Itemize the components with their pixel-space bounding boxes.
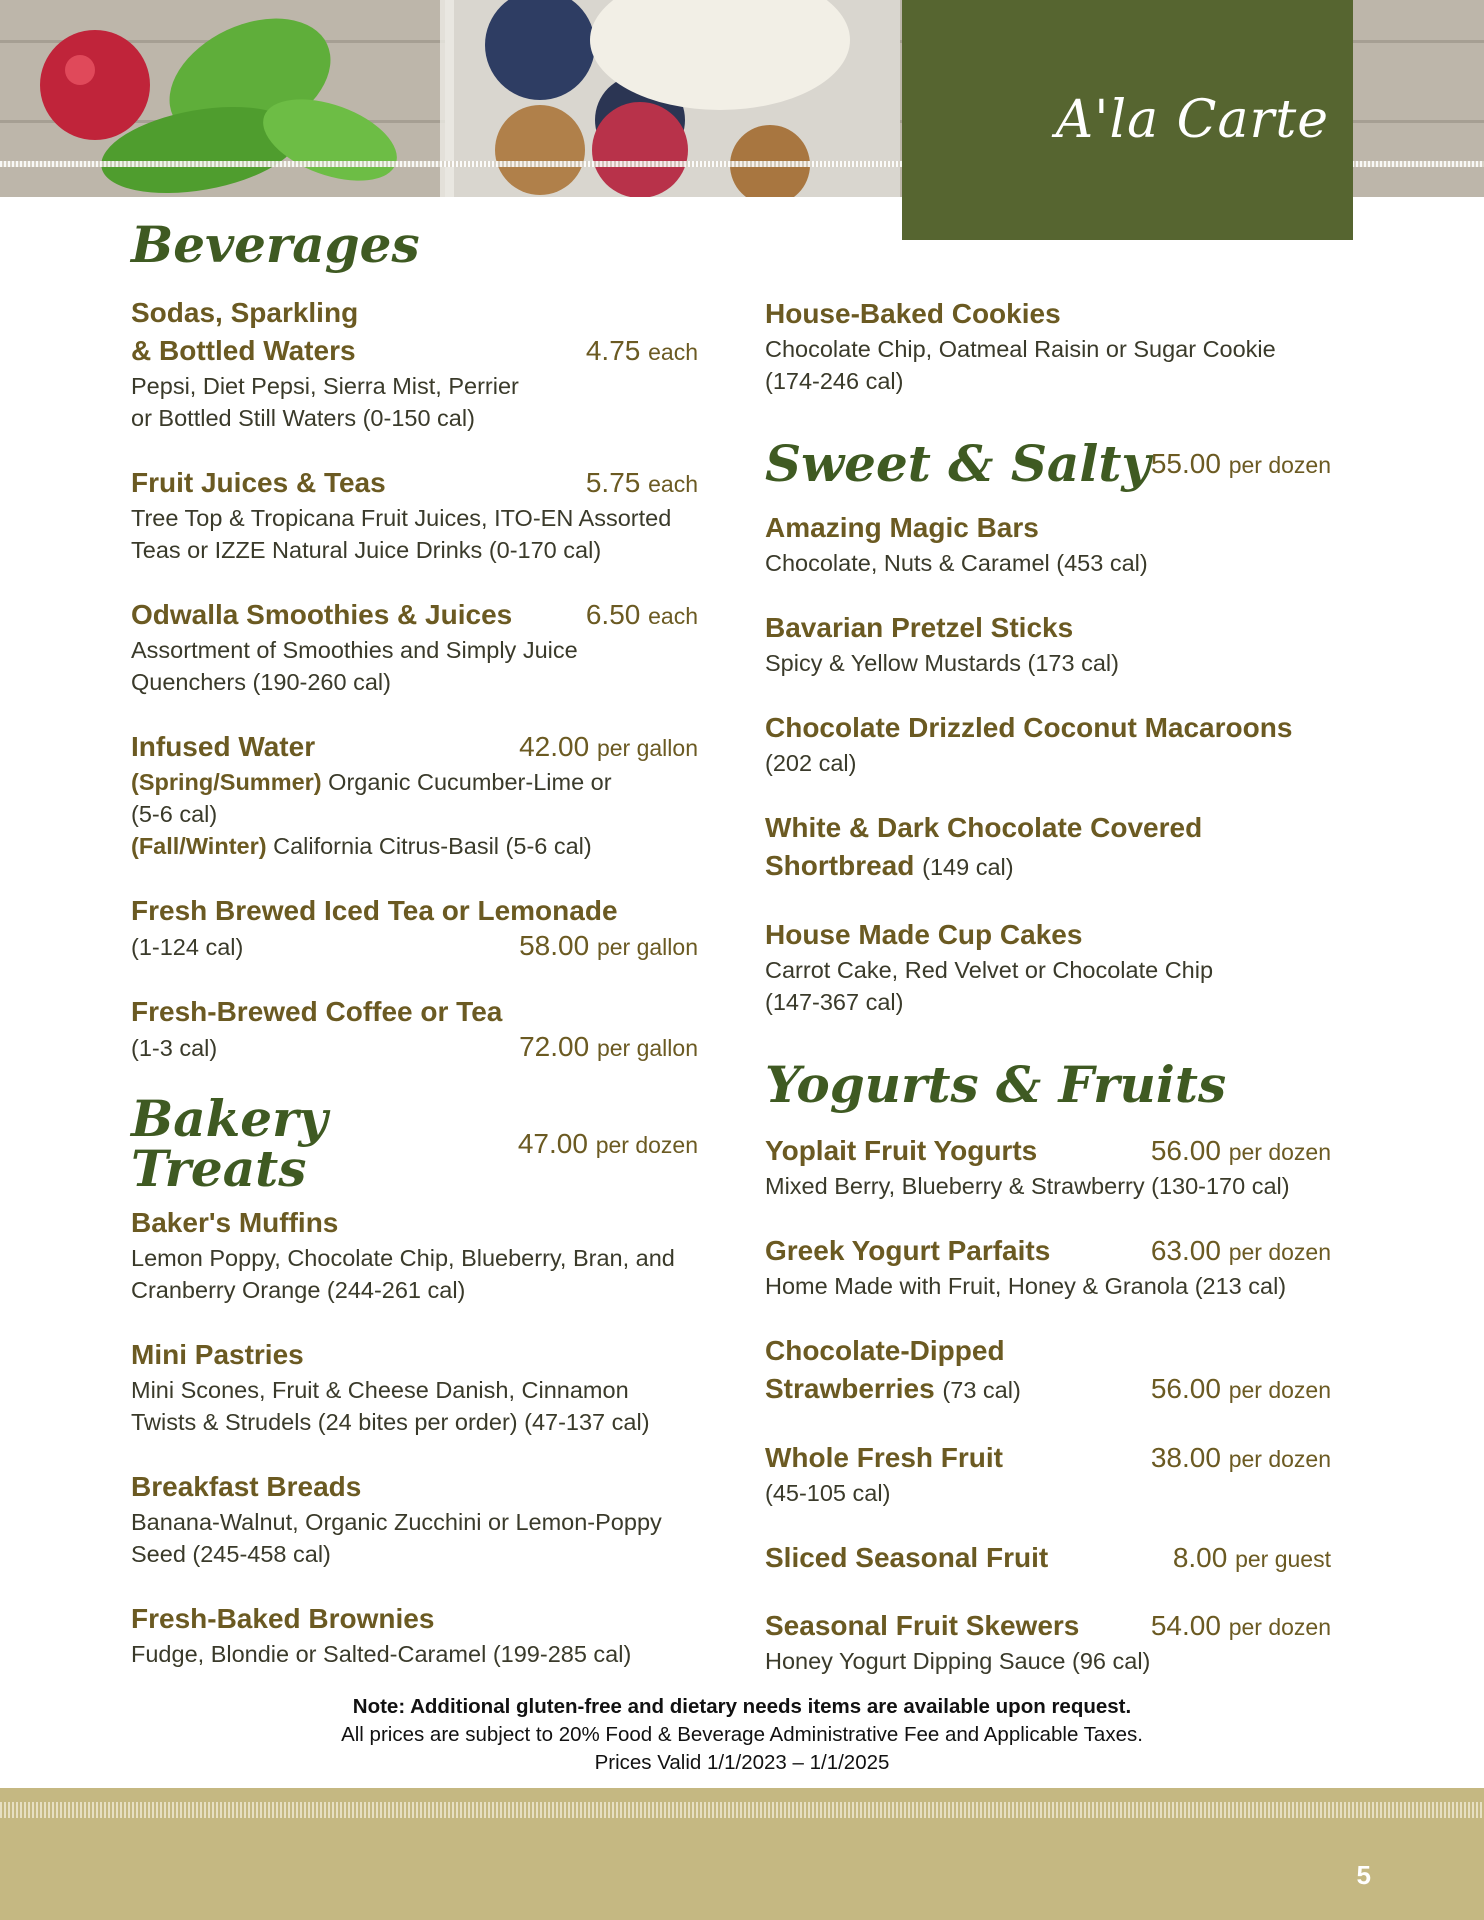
item-description: Assortment of Smoothies and Simply Juice [131, 637, 578, 663]
item-description: (Fall/Winter) California Citrus-Basil (5-6 cal) [131, 833, 592, 859]
item-name: Strawberries (73 cal) [765, 1373, 1021, 1404]
menu-item [131, 993, 698, 1064]
item-price: 6.50 each [585, 599, 698, 630]
menu-item [765, 1607, 1331, 1677]
item-name: Greek Yogurt Parfaits [765, 1235, 1051, 1266]
menu-item [765, 916, 1331, 1018]
item-description: Carrot Cake, Red Velvet or Chocolate Chip [765, 957, 1214, 983]
item-description: Home Made with Fruit, Honey & Granola (213 cal) [765, 1273, 1287, 1299]
item-name: Chocolate-Dipped [765, 1335, 1005, 1366]
menu-item [131, 728, 698, 862]
item-name: & Bottled Waters [131, 335, 356, 366]
item-name: Sodas, Sparkling [131, 297, 359, 328]
menu-item [131, 1336, 698, 1438]
item-name: Mini Pastries [131, 1339, 304, 1370]
item-description: Spicy & Yellow Mustards (173 cal) [765, 650, 1119, 676]
item-name: House Made Cup Cakes [765, 919, 1083, 950]
item-price: 4.75 each [585, 335, 698, 366]
item-description: (202 cal) [765, 750, 857, 776]
item-price: 56.00 per dozen [1150, 1135, 1331, 1166]
menu-item [131, 464, 698, 566]
item-name: Fresh-Baked Brownies [131, 1603, 435, 1634]
page-title: A'la Carte [1055, 90, 1329, 150]
menu-item [765, 295, 1331, 397]
menu-item [131, 1204, 698, 1306]
item-name: Bavarian Pretzel Sticks [765, 612, 1074, 643]
item-name: Shortbread (149 cal) [765, 850, 1014, 881]
menu-item [131, 596, 698, 698]
item-price: 56.00 per dozen [1150, 1373, 1331, 1404]
menu-item [131, 1600, 698, 1670]
item-name: Seasonal Fruit Skewers [765, 1610, 1080, 1641]
menu-item [765, 509, 1331, 579]
item-price: 58.00 per gallon [519, 930, 698, 961]
item-description: Cranberry Orange (244-261 cal) [131, 1277, 466, 1303]
menu-item [765, 609, 1331, 679]
item-name: House-Baked Cookies [765, 298, 1061, 329]
item-name: Yoplait Fruit Yogurts [765, 1135, 1038, 1166]
item-description: Banana-Walnut, Organic Zucchini or Lemon-Poppy [131, 1509, 662, 1535]
note-line: Note: Additional gluten-free and dietary needs items are available upon request. [352, 1695, 1132, 1718]
menu-item [765, 1232, 1331, 1302]
sweet-salty-header [765, 434, 1331, 493]
menu-item [765, 1439, 1331, 1509]
item-description: (45-105 cal) [765, 1480, 891, 1506]
item-price: 5.75 each [585, 467, 698, 498]
section-title-box [902, 0, 1353, 240]
item-name: Baker's Muffins [131, 1207, 339, 1238]
item-name: White & Dark Chocolate Covered [765, 812, 1203, 843]
item-price: 42.00 per gallon [519, 731, 698, 762]
item-name: Odwalla Smoothies & Juices [131, 599, 513, 630]
bakery-header [131, 1089, 698, 1198]
menu-item [765, 809, 1331, 886]
menu-item [765, 1132, 1331, 1202]
item-calories: (1-3 cal) [131, 1035, 218, 1061]
menu-item [765, 709, 1331, 779]
item-description: Twists & Strudels (24 bites per order) (47-137 cal) [131, 1409, 650, 1435]
note-line: Prices Valid 1/1/2023 – 1/1/2025 [594, 1751, 890, 1774]
item-price: 63.00 per dozen [1150, 1235, 1331, 1266]
item-description: Chocolate Chip, Oatmeal Raisin or Sugar Cookie [765, 336, 1276, 362]
menu-item [131, 294, 698, 434]
item-name: Amazing Magic Bars [765, 512, 1039, 543]
item-name: Breakfast Breads [131, 1471, 362, 1502]
page-number: 5 [1356, 1860, 1371, 1890]
item-name: Sliced Seasonal Fruit [765, 1542, 1049, 1573]
item-name: Fresh Brewed Iced Tea or Lemonade [131, 895, 618, 926]
item-description: Tree Top & Tropicana Fruit Juices, ITO-EN Assorted [131, 505, 672, 531]
item-name: Infused Water [131, 731, 316, 762]
item-description: (174-246 cal) [765, 368, 904, 394]
menu-item [131, 892, 698, 963]
item-description: Teas or IZZE Natural Juice Drinks (0-170 cal) [131, 537, 602, 563]
item-description: Mixed Berry, Blueberry & Strawberry (130-170 cal) [765, 1173, 1290, 1199]
item-name: Chocolate Drizzled Coconut Macaroons [765, 712, 1293, 743]
item-description: Mini Scones, Fruit & Cheese Danish, Cinnamon [131, 1377, 629, 1403]
item-description: Chocolate, Nuts & Caramel (453 cal) [765, 550, 1148, 576]
sweet-salty-title: Sweet & Salty [765, 434, 1151, 493]
pricing-note [0, 1693, 1484, 1777]
decorative-strip [0, 1802, 1484, 1818]
left-column [131, 215, 698, 1700]
item-description: (5-6 cal) [131, 801, 218, 827]
item-name: Fruit Juices & Teas [131, 467, 386, 498]
item-description: Honey Yogurt Dipping Sauce (96 cal) [765, 1648, 1151, 1674]
section-price: 55.00 per dozen [1150, 448, 1331, 479]
menu-item [131, 1468, 698, 1570]
yogurts-title: Yogurts & Fruits [765, 1055, 1227, 1114]
item-price: 72.00 per gallon [519, 1031, 698, 1062]
right-column [765, 295, 1331, 1707]
item-price: 8.00 per guest [1172, 1542, 1331, 1573]
item-description: Pepsi, Diet Pepsi, Sierra Mist, Perrier [131, 373, 519, 399]
item-description: Fudge, Blondie or Salted-Caramel (199-285 cal) [131, 1641, 632, 1667]
item-name: Whole Fresh Fruit [765, 1442, 1003, 1473]
menu-item [765, 1332, 1331, 1409]
item-price: 38.00 per dozen [1150, 1442, 1331, 1473]
item-description: Quenchers (190-260 cal) [131, 669, 391, 695]
note-line: All prices are subject to 20% Food & Beverage Administrative Fee and Applicable Taxes. [341, 1723, 1143, 1746]
section-price: 47.00 per dozen [517, 1128, 698, 1159]
item-calories: (1-124 cal) [131, 934, 244, 960]
item-description: Seed (245-458 cal) [131, 1541, 331, 1567]
menu-item [765, 1539, 1331, 1577]
item-description: or Bottled Still Waters (0-150 cal) [131, 405, 475, 431]
item-description: (Spring/Summer) Organic Cucumber-Lime or [131, 769, 612, 795]
item-price: 54.00 per dozen [1150, 1610, 1331, 1641]
item-description: (147-367 cal) [765, 989, 904, 1015]
footer-band [0, 1788, 1484, 1920]
beverages-title: Beverages [131, 215, 420, 274]
item-description: Lemon Poppy, Chocolate Chip, Blueberry, Bran, and [131, 1245, 675, 1271]
item-name: Fresh-Brewed Coffee or Tea [131, 996, 503, 1027]
bakery-title: Bakery Treats [131, 1089, 328, 1198]
